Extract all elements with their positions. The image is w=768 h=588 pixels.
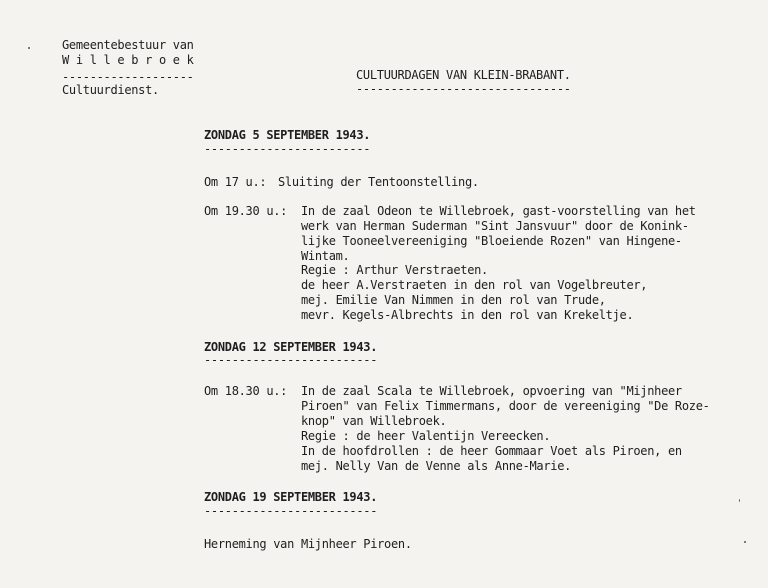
event-cast-line: mej. Nelly Van de Venne als Anne-Marie. <box>301 459 572 473</box>
event-time: Om 18.30 u.: <box>204 384 288 398</box>
title-underline: ------------------------------- <box>356 82 571 96</box>
event-description-line: knop" van Willebroek. <box>301 414 447 428</box>
event-description-line: In de zaal Scala te Willebroek, opvoering van "Mijnheer <box>301 384 682 398</box>
section-date: ZONDAG 12 SEPTEMBER 1943. <box>204 340 378 354</box>
event-description-line: lijke Tooneelvereeniging "Bloeiende Rozen" van Hingene- <box>301 234 682 248</box>
event-director: Regie : de heer Valentijn Vereecken. <box>301 429 551 443</box>
org-underline: ------------------- <box>62 70 194 84</box>
org-name: Gemeentebestuur van <box>62 38 194 52</box>
event-cast-line: de heer A.Verstraeten in den rol van Vogelbreuter, <box>301 278 648 292</box>
event-description-line: Piroen" van Felix Timmermans, door de vereeniging "De Roze- <box>301 399 710 413</box>
document-title: CULTUURDAGEN VAN KLEIN-BRABANT. <box>356 68 571 82</box>
event-description: Sluiting der Tentoonstelling. <box>278 175 479 189</box>
paper-speck <box>28 47 30 49</box>
section-date-underline: ------------------------ <box>204 142 371 156</box>
section-date: ZONDAG 5 SEPTEMBER 1943. <box>204 128 371 142</box>
event-cast-line: mej. Emilie Van Nimmen in den rol van Trude, <box>301 293 606 307</box>
event-description-line: werk van Herman Suderman "Sint Jansvuur" door de Konink- <box>301 219 689 233</box>
event-cast-line: mevr. Kegels-Albrechts in den rol van Krekeltje. <box>301 308 634 322</box>
section-date-underline: ------------------------- <box>204 353 378 367</box>
section-date: ZONDAG 19 SEPTEMBER 1943. <box>204 490 378 504</box>
event-time: Om 17 u.: <box>204 175 267 189</box>
event-cast-line: In de hoofdrollen : de heer Gommaar Voet als Piroen, en <box>301 444 682 458</box>
municipality-name: W i l l e b r o e k <box>62 53 194 67</box>
event-director: Regie : Arthur Verstraeten. <box>301 263 488 277</box>
event-description-line: In de zaal Odeon te Willebroek, gast-voorstelling van het <box>301 204 696 218</box>
department-name: Cultuurdienst. <box>62 83 159 97</box>
event-description-line: Wintam. <box>301 249 350 263</box>
paper-speck <box>739 499 740 502</box>
event-time: Om 19.30 u.: <box>204 204 288 218</box>
paper-speck <box>744 541 746 543</box>
section-date-underline: ------------------------- <box>204 504 378 518</box>
event-description: Herneming van Mijnheer Piroen. <box>204 537 412 551</box>
